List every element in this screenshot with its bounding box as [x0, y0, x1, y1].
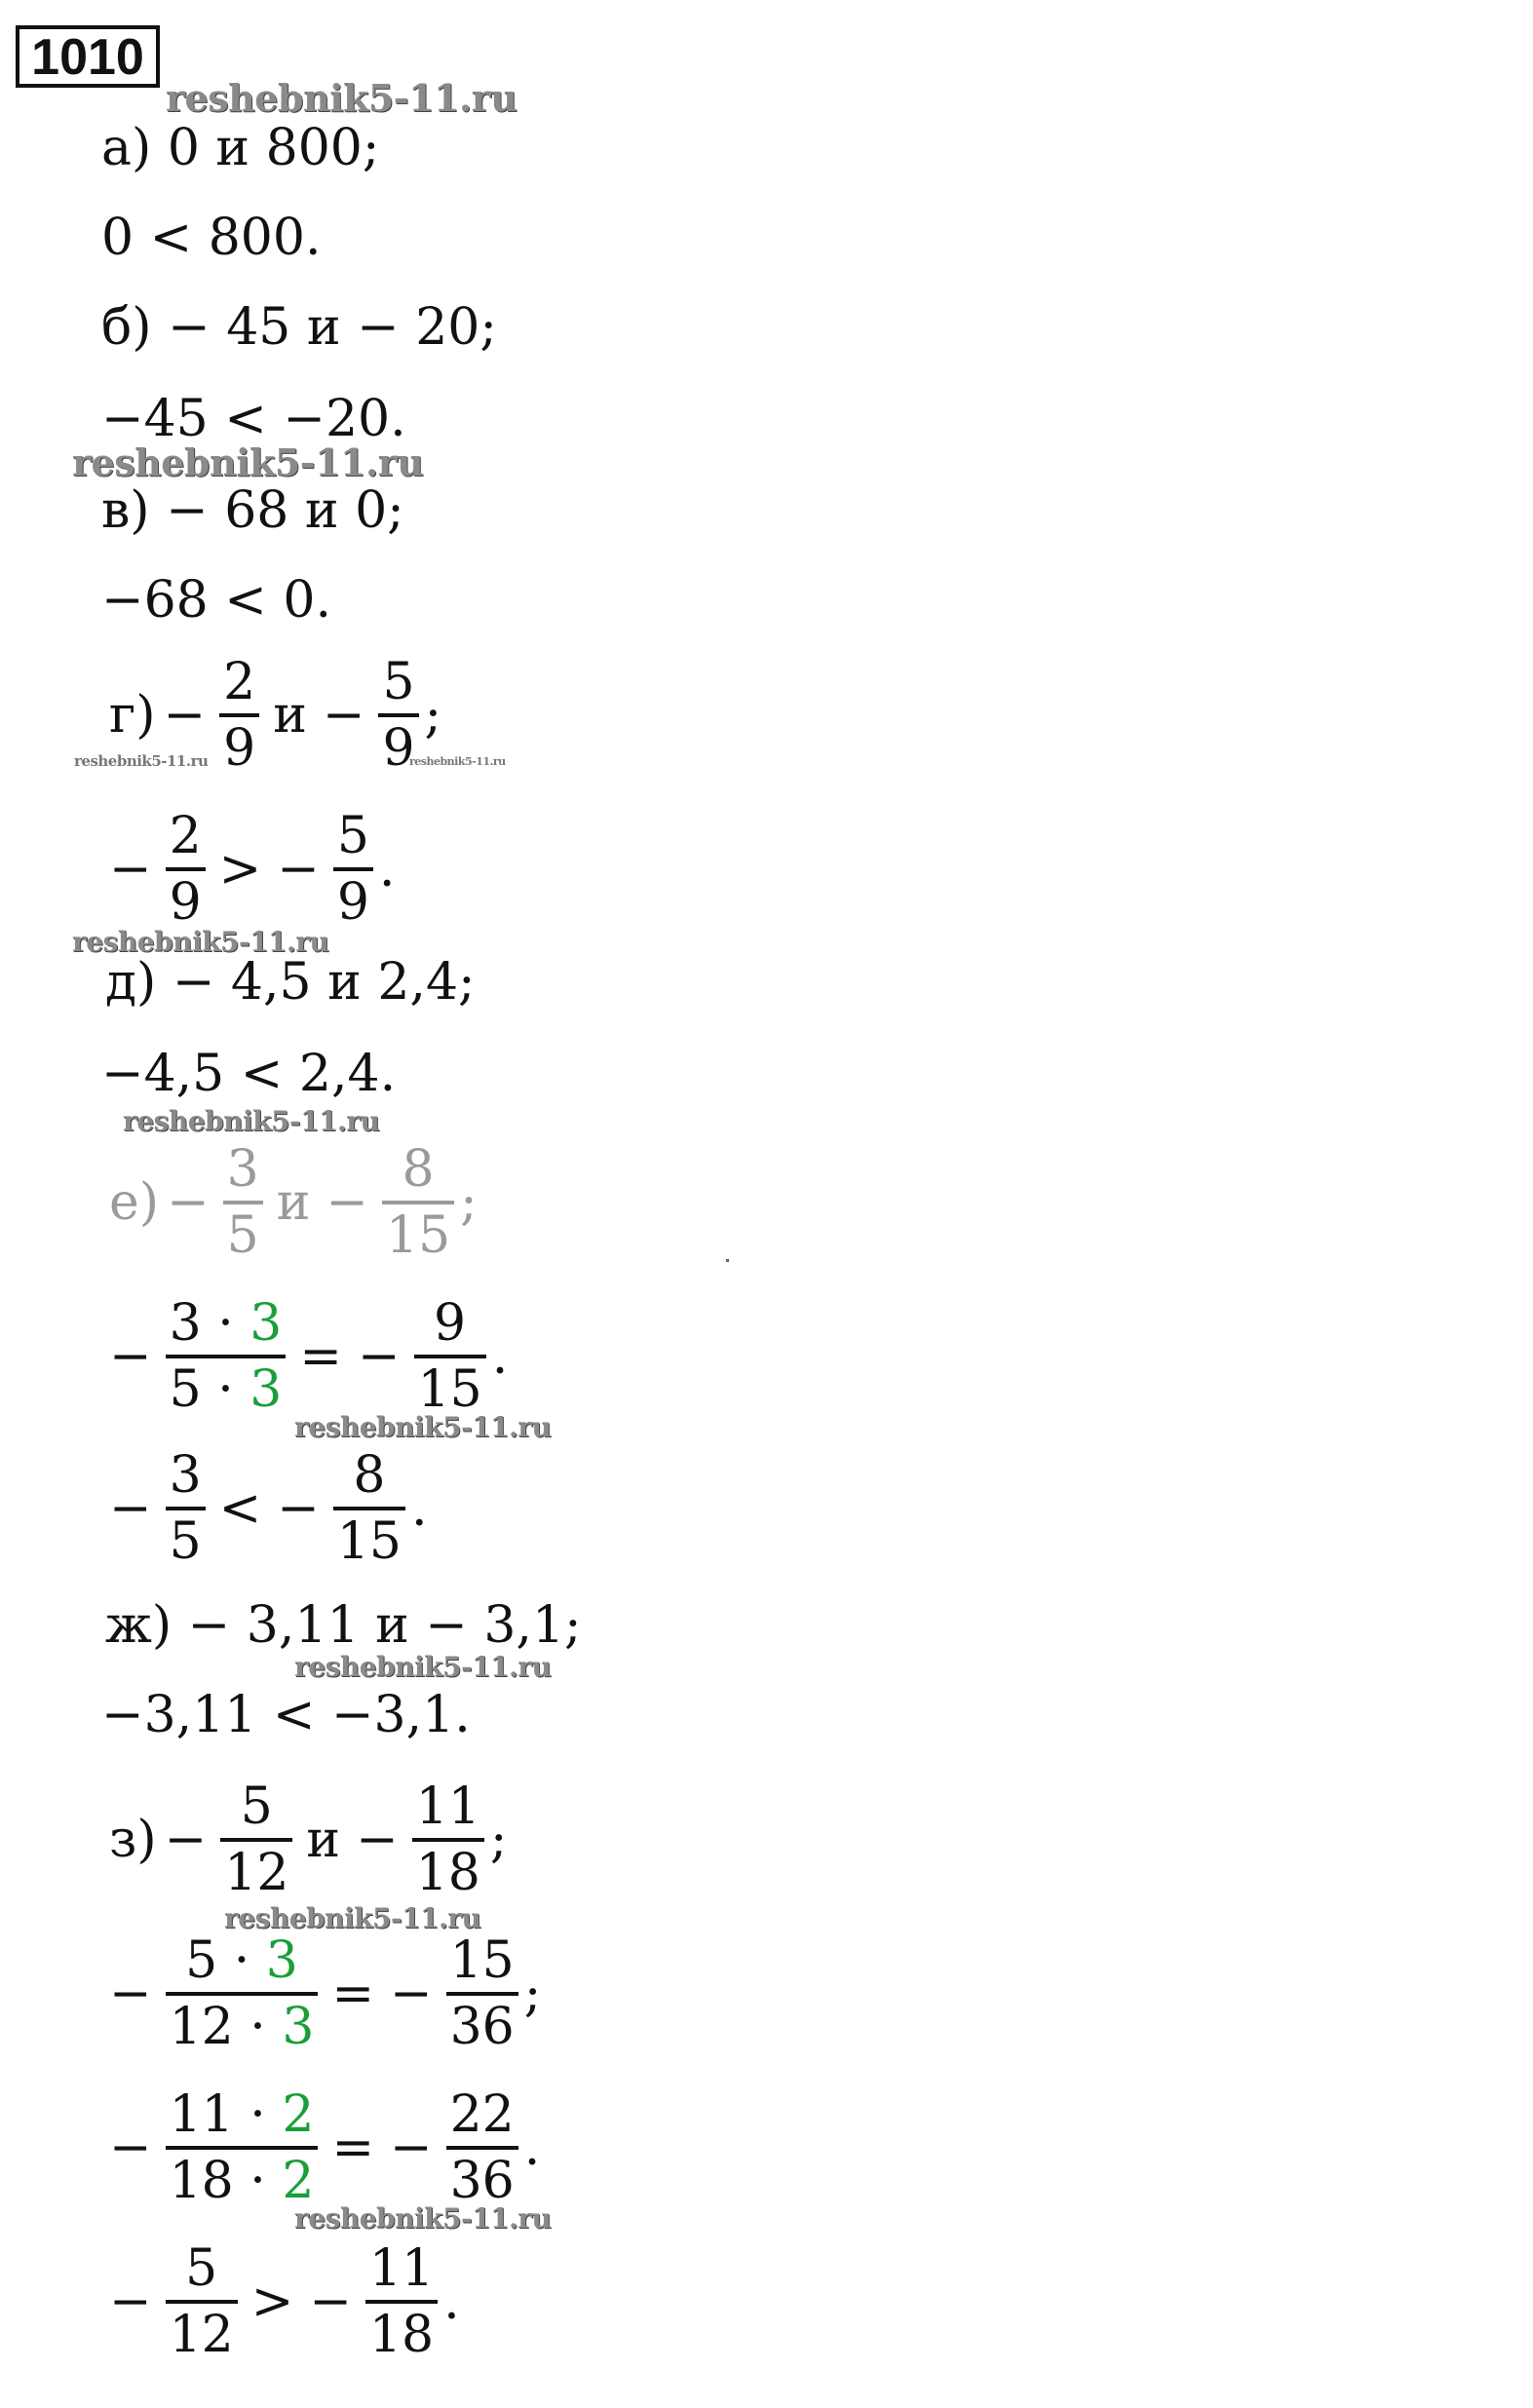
denominator: 15: [382, 1201, 454, 1261]
multiplier: 2: [282, 2152, 315, 2210]
label: г): [109, 686, 156, 745]
watermark: reshebnik5-11.ru: [294, 1411, 552, 1443]
punctuation: .: [523, 2119, 541, 2177]
multiplier: 2: [282, 2085, 315, 2144]
step-z-1: [101, 1926, 541, 2062]
denominator: 9: [166, 867, 206, 928]
factor: 12 ·: [169, 1998, 266, 2056]
fraction: [412, 1777, 484, 1902]
watermark: reshebnik5-11.ru: [123, 1105, 380, 1137]
numerator: 5: [185, 2239, 218, 2298]
numerator: 8: [353, 1446, 386, 1505]
answer-d: −4,5 < 2,4.: [101, 1045, 397, 1103]
watermark: reshebnik5-11.ru: [409, 755, 506, 768]
punctuation: .: [443, 2273, 460, 2331]
step-e: [101, 1288, 508, 1425]
fraction: [378, 653, 418, 778]
denominator: 36: [446, 2146, 518, 2206]
conjunction: и: [273, 686, 307, 745]
factor: 5 ·: [169, 1360, 234, 1419]
numerator: 2: [223, 653, 256, 711]
fraction: [166, 1294, 287, 1419]
fraction: [166, 1446, 206, 1571]
minus-sign: −: [277, 840, 320, 898]
label: е): [109, 1173, 160, 1232]
conjunction: и: [306, 1811, 341, 1869]
fraction: [333, 1446, 405, 1571]
fraction: [446, 1931, 518, 2056]
watermark: reshebnik5-11.ru: [72, 440, 424, 484]
answer-b: −45 < −20.: [101, 390, 406, 448]
watermark: reshebnik5-11.ru: [166, 76, 517, 120]
task-number: 1010: [16, 25, 160, 88]
minus-sign: −: [109, 1327, 152, 1386]
denominator: 9: [378, 713, 418, 774]
fraction: [220, 1777, 292, 1902]
problem-zh: ж) − 3,11 и − 3,1;: [105, 1596, 582, 1655]
minus-sign: −: [277, 1479, 320, 1538]
problem-b: б) − 45 и − 20;: [101, 298, 497, 357]
denominator: 12: [166, 2300, 238, 2360]
fraction: [382, 1140, 454, 1265]
watermark: reshebnik5-11.ru: [294, 1651, 552, 1683]
denominator: 9: [219, 713, 259, 774]
numerator: 22: [449, 2085, 515, 2144]
punctuation: ;: [424, 686, 442, 745]
numerator: 11: [368, 2239, 435, 2298]
fraction: [166, 2239, 238, 2364]
comparison-sign: <: [218, 1479, 262, 1538]
multiplier: 3: [249, 1294, 283, 1353]
watermark: reshebnik5-11.ru: [74, 752, 209, 770]
minus-sign: −: [309, 2273, 352, 2331]
speck: [726, 1259, 729, 1262]
numerator: [181, 1931, 302, 1992]
numerator: 3: [169, 1446, 202, 1505]
answer-e: [101, 1440, 428, 1577]
problem-e: [109, 1134, 478, 1271]
denominator: 36: [446, 1992, 518, 2052]
denominator: 12: [220, 1838, 292, 1898]
fraction: [365, 2239, 438, 2364]
fraction: [223, 1140, 263, 1265]
fraction: [446, 2085, 518, 2210]
fraction: [414, 1294, 486, 1419]
comparison-sign: >: [250, 2273, 294, 2331]
denominator: 18: [365, 2300, 438, 2360]
numerator: 5: [382, 653, 415, 711]
denominator: 15: [414, 1355, 486, 1415]
equals-sign: =: [331, 2119, 375, 2177]
denominator: [166, 2146, 319, 2210]
numerator: 5: [336, 807, 369, 865]
problem-d: д) − 4,5 и 2,4;: [105, 953, 476, 1012]
punctuation: .: [491, 1327, 509, 1386]
fraction: [166, 1931, 319, 2056]
minus-sign: −: [109, 2273, 152, 2331]
minus-sign: −: [357, 1327, 401, 1386]
factor: 18 ·: [169, 2152, 266, 2210]
numerator: 2: [169, 807, 202, 865]
minus-sign: −: [326, 1173, 368, 1232]
answer-z: [101, 2234, 460, 2370]
answer-v: −68 < 0.: [101, 571, 331, 630]
minus-sign: −: [356, 1811, 399, 1869]
denominator: 5: [166, 1507, 206, 1567]
problem-z: [109, 1772, 507, 1908]
numerator: [166, 2085, 319, 2146]
minus-sign: −: [109, 1965, 152, 2023]
minus-sign: −: [109, 1479, 152, 1538]
minus-sign: −: [163, 686, 207, 745]
punctuation: ;: [523, 1965, 542, 2023]
minus-sign: −: [390, 2119, 433, 2177]
step-z-2: [101, 2080, 540, 2216]
denominator: 18: [412, 1838, 484, 1898]
watermark: reshebnik5-11.ru: [72, 926, 329, 958]
multiplier: 3: [249, 1360, 283, 1419]
answer-zh: −3,11 < −3,1.: [101, 1686, 471, 1744]
numerator: 3: [226, 1140, 259, 1199]
factor: 3 ·: [169, 1294, 234, 1353]
denominator: 9: [333, 867, 373, 928]
minus-sign: −: [109, 840, 152, 898]
punctuation: .: [378, 840, 396, 898]
punctuation: ;: [460, 1173, 478, 1232]
minus-sign: −: [167, 1173, 210, 1232]
numerator: 11: [415, 1777, 480, 1836]
answer-g: [101, 801, 395, 937]
conjunction: и: [276, 1173, 311, 1232]
watermark: reshebnik5-11.ru: [224, 1902, 481, 1934]
factor: 11 ·: [169, 2085, 266, 2144]
numerator: 15: [449, 1931, 515, 1990]
minus-sign: −: [164, 1811, 208, 1869]
answer-a: 0 < 800.: [101, 209, 322, 267]
numerator: 9: [434, 1294, 467, 1353]
multiplier: 3: [282, 1998, 315, 2056]
problem-v: в) − 68 и 0;: [101, 481, 404, 540]
fraction: [333, 807, 373, 932]
denominator: [166, 1355, 287, 1419]
numerator: 8: [402, 1140, 435, 1199]
fraction: [166, 2085, 319, 2210]
denominator: 15: [333, 1507, 405, 1567]
equals-sign: =: [331, 1965, 375, 2023]
watermark: reshebnik5-11.ru: [294, 2202, 552, 2235]
problem-a: а) 0 и 800;: [101, 119, 380, 177]
denominator: 5: [223, 1201, 263, 1261]
multiplier: 3: [265, 1931, 298, 1990]
punctuation: ;: [489, 1811, 508, 1869]
minus-sign: −: [390, 1965, 433, 2023]
numerator: 5: [240, 1777, 273, 1836]
punctuation: .: [411, 1479, 428, 1538]
denominator: [166, 1992, 319, 2056]
numerator: [166, 1294, 287, 1355]
factor: 5 ·: [185, 1931, 250, 1990]
fraction: [219, 653, 259, 778]
comparison-sign: >: [218, 840, 262, 898]
minus-sign: −: [109, 2119, 152, 2177]
minus-sign: −: [322, 686, 365, 745]
fraction: [166, 807, 206, 932]
equals-sign: =: [299, 1327, 342, 1386]
label: з): [109, 1811, 157, 1869]
problem-g: [109, 647, 441, 784]
